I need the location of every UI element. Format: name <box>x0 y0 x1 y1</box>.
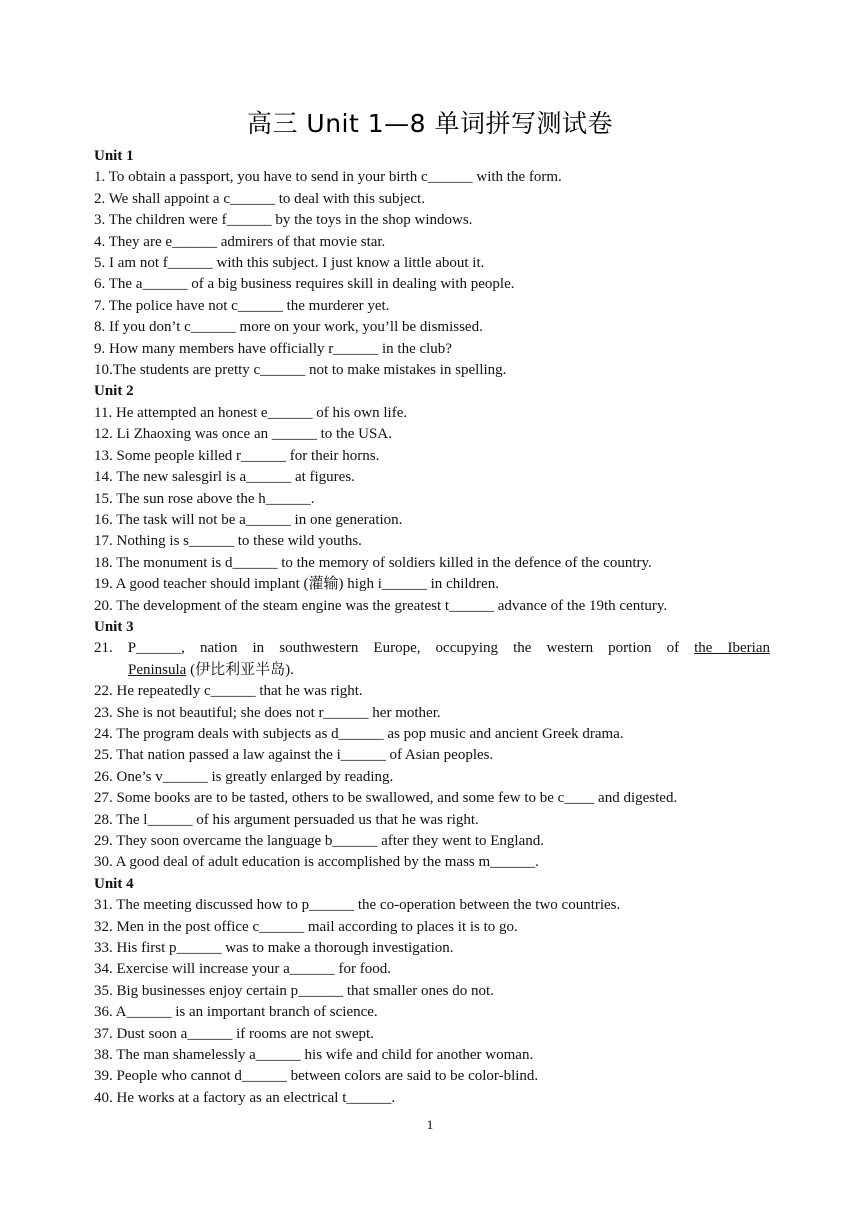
underlined-term: the Iberian <box>694 640 770 657</box>
question-item: 39. People who cannot d______ between colors are said to be color-blind. <box>94 1068 539 1085</box>
question-item: 23. She is not beautiful; she does not r______ her mother. <box>94 704 441 721</box>
question-item: 28. The l______ of his argument persuaded us that he was right. <box>94 811 479 828</box>
underlined-term: Peninsula <box>128 661 187 678</box>
unit-heading: Unit 3 <box>94 618 134 635</box>
question-item: 15. The sun rose above the h______. <box>94 490 315 507</box>
question-item: 36. A______ is an important branch of science. <box>94 1004 378 1021</box>
question-item: 30. A good deal of adult education is accomplished by the mass m______. <box>94 854 539 871</box>
question-item: 40. He works at a factory as an electrical t______. <box>94 1089 396 1106</box>
question-item: 34. Exercise will increase your a______ for food. <box>94 961 391 978</box>
question-item: 31. The meeting discussed how to p______ the co-operation between the two countries. <box>94 897 621 914</box>
question-21-tail: (伊比利亚半岛). <box>186 661 294 678</box>
question-item: 16. The task will not be a______ in one generation. <box>94 511 403 528</box>
question-item: 1. To obtain a passport, you have to send in your birth c______ with the form. <box>94 169 562 186</box>
unit-heading: Unit 1 <box>94 148 134 164</box>
question-item: 8. If you don’t c______ more on your work, you’ll be dismissed. <box>94 319 483 336</box>
question-21-text: 21. P______, nation in southwestern Europe, occupying the western portion of <box>94 640 680 657</box>
question-item: 37. Dust soon a______ if rooms are not swept. <box>94 1025 374 1042</box>
question-item: 4. They are e______ admirers of that movie star. <box>94 233 386 250</box>
question-list <box>94 146 770 1109</box>
page-number: 1 <box>426 1117 434 1132</box>
question-item: 35. Big businesses enjoy certain p______ that smaller ones do not. <box>94 982 494 999</box>
question-item: 12. Li Zhaoxing was once an ______ to the USA. <box>94 426 392 443</box>
question-item: 26. One’s v______ is greatly enlarged by reading. <box>94 768 394 785</box>
question-item: 22. He repeatedly c______ that he was right. <box>94 683 363 700</box>
question-item: 6. The a______ of a big business requires skill in dealing with people. <box>94 276 515 293</box>
question-item: 2. We shall appoint a c______ to deal with this subject. <box>94 190 425 207</box>
page-title: 高三 Unit 1—8 单词拼写测试卷 <box>246 109 614 138</box>
question-item-21-line1 <box>94 638 770 659</box>
question-item: 38. The man shamelessly a______ his wife and child for another woman. <box>94 1047 534 1064</box>
question-item: 25. That nation passed a law against the i______ of Asian peoples. <box>94 747 494 764</box>
question-item: 7. The police have not c______ the murderer yet. <box>94 297 390 314</box>
question-item: 5. I am not f______ with this subject. I just know a little about it. <box>94 255 485 272</box>
question-item-21-line2 <box>94 660 770 681</box>
question-item: 24. The program deals with subjects as d______ as pop music and ancient Greek drama. <box>94 725 624 742</box>
question-item: 18. The monument is d______ to the memory of soldiers killed in the defence of the country. <box>94 554 652 571</box>
unit-heading: Unit 4 <box>94 875 134 892</box>
question-item: 17. Nothing is s______ to these wild youths. <box>94 533 362 550</box>
question-item: 33. His first p______ was to make a thorough investigation. <box>94 940 454 957</box>
question-item: 29. They soon overcame the language b______ after they went to England. <box>94 833 545 849</box>
question-item: 9. How many members have officially r______ in the club? <box>94 340 452 357</box>
question-item: 19. A good teacher should implant (灌输) high i______ in children. <box>94 576 499 593</box>
question-item: 13. Some people killed r______ for their horns. <box>94 447 380 464</box>
unit-heading: Unit 2 <box>94 383 134 400</box>
question-item: 14. The new salesgirl is a______ at figures. <box>94 469 355 486</box>
question-item: 32. Men in the post office c______ mail according to places it is to go. <box>94 918 518 935</box>
question-item: 27. Some books are to be tasted, others to be swallowed, and some few to be c____ and digested. <box>94 790 678 807</box>
question-item: 10.The students are pretty c______ not to make mistakes in spelling. <box>94 362 507 379</box>
question-item: 3. The children were f______ by the toys in the shop windows. <box>94 212 473 229</box>
question-item: 20. The development of the steam engine was the greatest t______ advance of the 19th century. <box>94 597 668 614</box>
question-item: 11. He attempted an honest e______ of his own life. <box>94 404 408 421</box>
